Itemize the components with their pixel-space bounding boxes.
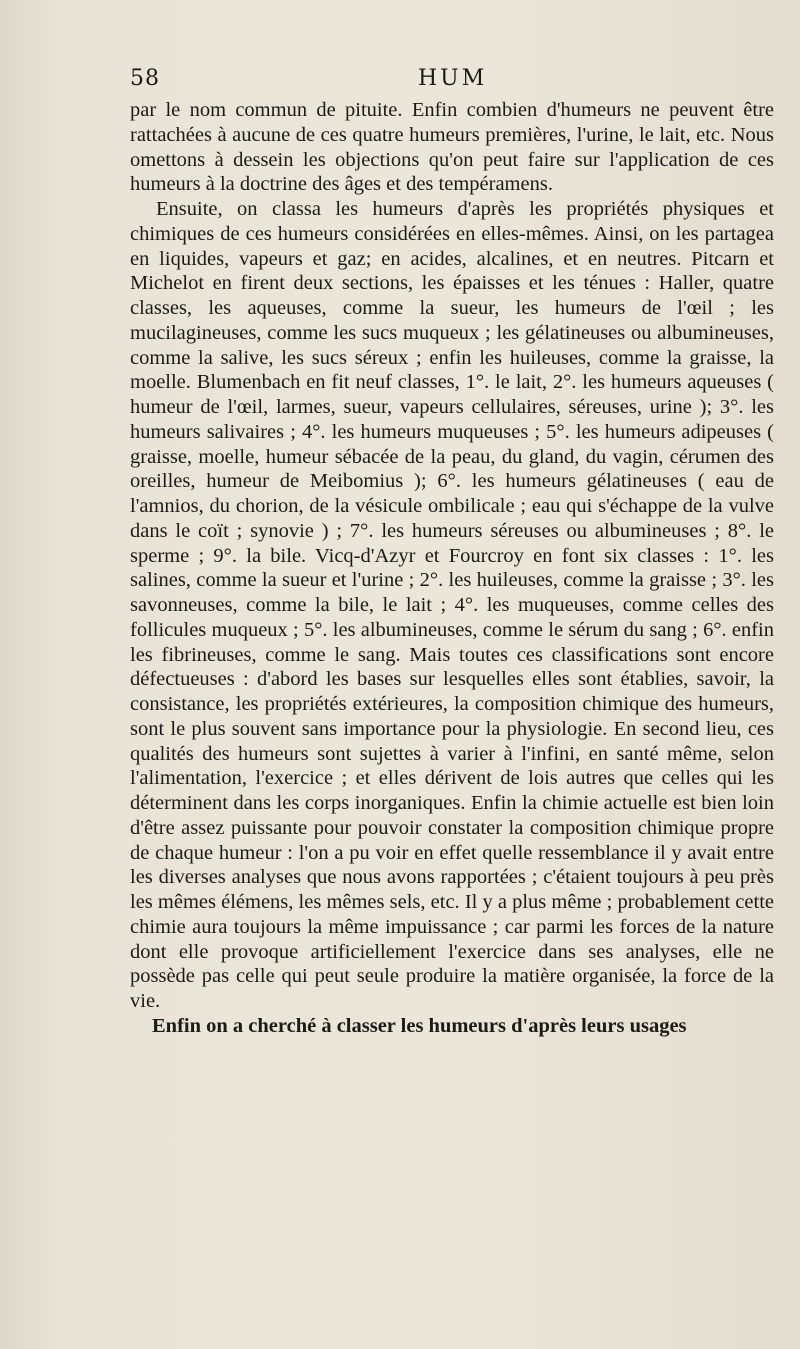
running-title: HUM <box>418 66 488 91</box>
paragraph-continued: par le nom commun de pituite. Enfin combien d'humeurs ne peuvent être rattachées à aucune de ces quatre humeurs premières, l'urine, le lait, etc. Nous omettons à dessein les objections qu'on peut faire sur l'application de ces humeurs à la doctrine des âges et des tempéramens. <box>130 99 774 196</box>
paragraph-usages: Enfin on a cherché à classer les humeurs d'après leurs usages <box>152 1014 687 1037</box>
page-header <box>130 62 774 98</box>
paragraph-classification: Ensuite, on classa les humeurs d'après les propriétés physiques et chimiques de ces humeurs considérées en elles-mêmes. Ainsi, on les partagea en liquides, vapeurs et gaz; en acides, alcalines, et en neutres. Pitcarn et Michelot en firent deux sections, les épaisses et les ténues : Haller, quatre classes, les aqueuses, comme la sueur, les humeurs de l'œil ; les mucilagineuses, comme les sucs muqueux ; les gélatineuses ou albumineuses, comme la salive, les sucs séreux ; enfin les huileuses, comme la graisse, la moelle. Blumenbach en fit neuf classes, 1°. le lait, 2°. les humeurs aqueuses ( humeur de l'œil, larmes, sueur, vapeurs cellulaires, séreuses, urine ); 3°. les humeurs salivaires ; 4°. les humeurs muqueuses ; 5°. les humeurs adipeuses ( graisse, moelle, humeur sébacée de la peau, du gland, du vagin, cérumen des oreilles, humeur de Meibomius ); 6°. les humeurs gélatineuses ( eau de l'amnios, du chorion, de la vésicule ombilicale ; eau qui s'échappe de la vulve dans le coït ; synovie ) ; 7°. les humeurs séreuses ou albumineuses ; 8°. le sperme ; 9°. la bile. Vicq-d'Azyr et Fourcroy en font six classes : 1°. les salines, comme la sueur et l'urine ; 2°. les huileuses, comme la graisse ; 3°. les savonneuses, comme la bile, le lait ; 4°. les muqueuses, comme celles des follicules muqueux ; 5°. les albumineuses, comme le sérum du sang ; 6°. enfin les fibrineuses, comme le sang. Mais toutes ces classifications sont encore défectueuses : d'abord les bases sur lesquelles elles sont établies, savoir, la consistance, les propriétés extérieures, la composition chimique des humeurs, sont le plus souvent sans importance pour la physiologie. En second lieu, ces qualités des humeurs sont sujettes à varier à l'infini, en santé même, selon l'alimentation, l'exercice ; et elles dérivent de lois autres que celles qui les déterminent dans les corps inorganiques. Enfin la chimie actuelle est bien loin d'être assez puissante pour pouvoir constater la composition chimique propre de chaque humeur : l'on a pu voir en effet quelle ressemblance il y avait entre les diverses analyses que nous avons rapportées ; c'étaient toujours à peu près les mêmes élémens, les mêmes sels, etc. Il y a plus même ; probablement cette chimie aura toujours la même impuissance ; car parmi les forces de la nature dont elle provoque artificiellement l'exercice dans ses analyses, elle ne possède pas celle qui peut seule produire la matière organisée, la force de la vie. <box>130 198 774 1012</box>
page-number: 58 <box>130 66 160 91</box>
body-text <box>130 98 774 1039</box>
